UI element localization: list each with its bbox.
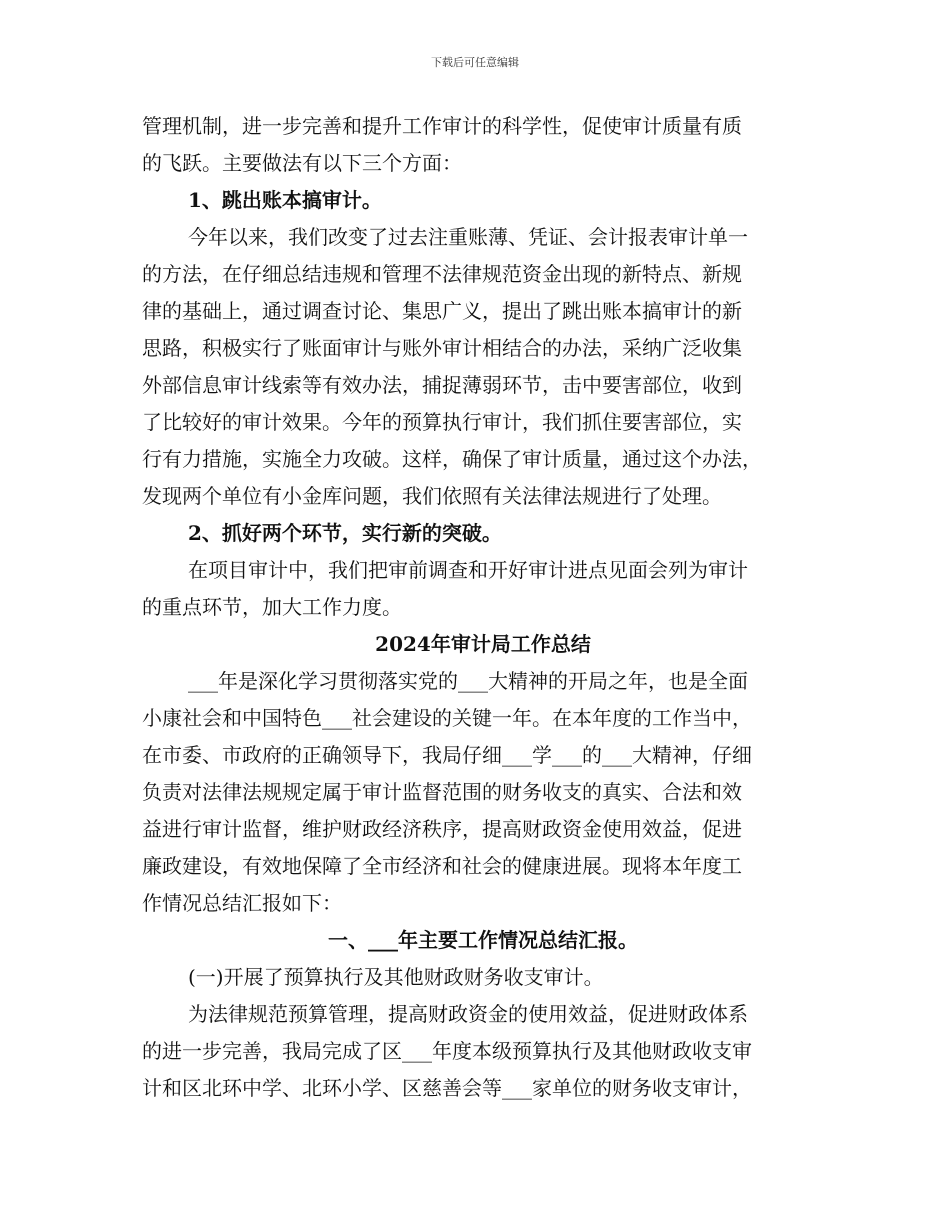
text-line: ___年是深化学习贯彻落实党的___大精神的开局之年，也是全面 (188, 669, 748, 693)
text-line: 在项目审计中，我们把审前调查和开好审计进点见面会列为审计 (188, 558, 748, 582)
text-line: 为法律规范预算管理，提高财政资金的使用效益，促进财政体系 (188, 1002, 748, 1026)
text-line: (一)开展了预算执行及其他财政财务收支审计。 (188, 965, 604, 989)
section-heading: 一、___年主要工作情况总结汇报。 (328, 928, 638, 952)
text-line: 小康社会和中国特色___社会建设的关键一年。在本年度的工作当中， (142, 706, 752, 730)
text-line: 计和区北环中学、北环小学、区慈善会等___家单位的财务收支审计， (142, 1076, 752, 1100)
document-body (142, 108, 824, 1107)
text-line: 的重点环节，加大工作力度。 (142, 595, 402, 619)
text-line: 廉政建设，有效地保障了全市经济和社会的健康进展。现将本年度工 (142, 854, 742, 878)
text-line: 外部信息审计线索等有效办法，捕捉薄弱环节，击中要害部位，收到 (142, 373, 742, 397)
text-line: 的进一步完善，我局完成了区___年度本级预算执行及其他财政收支审 (142, 1039, 752, 1063)
text-line: 的飞跃。主要做法有以下三个方面： (142, 151, 462, 175)
subsection-heading: 2、抓好两个环节，实行新的突破。 (188, 521, 502, 545)
text-line: 今年以来，我们改变了过去注重账薄、凭证、会计报表审计单一 (188, 225, 748, 249)
section-title: 2024年审计局工作总结 (375, 632, 591, 656)
text-line: 思路，积极实行了账面审计与账外审计相结合的办法，采纳广泛收集 (142, 336, 742, 360)
text-line: 了比较好的审计效果。今年的预算执行审计，我们抓住要害部位，实 (142, 410, 742, 434)
text-line: 负责对法律法规规定属于审计监督范围的财务收支的真实、合法和效 (142, 780, 742, 804)
text-line: 律的基础上，通过调查讨论、集思广义，提出了跳出账本搞审计的新 (142, 299, 742, 323)
text-line: 发现两个单位有小金库问题，我们依照有关法律法规进行了处理。 (142, 484, 722, 508)
page-header: 下载后可任意编辑 (431, 56, 519, 69)
text-line: 的方法，在仔细总结违规和管理不法律规范资金出现的新特点、新规 (142, 262, 742, 286)
subsection-heading: 1、跳出账本搞审计。 (188, 188, 382, 212)
text-line: 行有力措施，实施全力攻破。这样，确保了审计质量，通过这个办法， (142, 447, 762, 471)
text-line: 在市委、市政府的正确领导下，我局仔细___学___的___大精神，仔细 (142, 743, 752, 767)
text-line: 管理机制，进一步完善和提升工作审计的科学性，促使审计质量有质 (142, 114, 742, 138)
text-line: 益进行审计监督，维护财政经济秩序，提高财政资金使用效益，促进 (142, 817, 742, 841)
text-line: 作情况总结汇报如下： (142, 891, 342, 915)
